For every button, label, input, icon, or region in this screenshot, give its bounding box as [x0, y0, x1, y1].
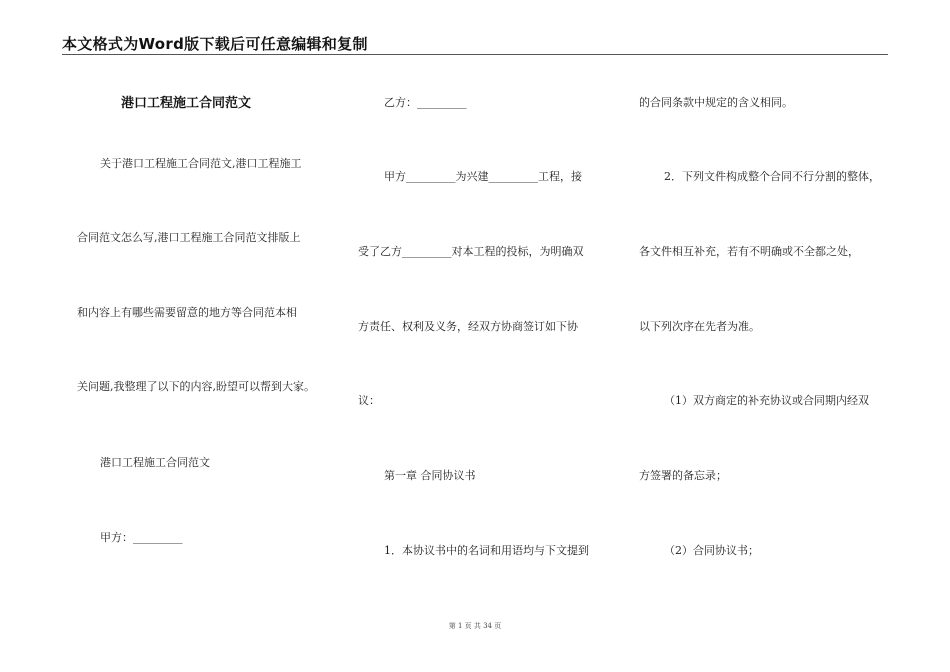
list-item: （1）双方商定的补充协议或合同期内经双	[664, 394, 869, 407]
paragraph-line: 方责任、权利及义务，经双方协商签订如下协	[358, 320, 578, 333]
paragraph-line: 关于港口工程施工合同范文,港口工程施工	[100, 157, 302, 170]
paragraph-line: 2．下列文件构成整个合同不行分割的整体，	[664, 170, 880, 183]
paragraph-line: 合同范文怎么写,港口工程施工合同范文排版上	[77, 231, 301, 244]
paragraph-line: 的合同条款中规定的含义相同。	[639, 96, 793, 109]
header-title: 本文格式为Word版下载后可任意编辑和复制	[62, 35, 368, 53]
paragraph-line: 各文件相互补充，若有不明确或不全都之处，	[639, 245, 859, 258]
paragraph-line: 受了乙方_________对本工程的投标，为明确双	[358, 245, 584, 258]
paragraph-line: 甲方_________为兴建_________工程，接	[384, 170, 582, 183]
header-divider	[62, 54, 888, 55]
paragraph-line: 和内容上有哪些需要留意的地方等合同范本相	[77, 306, 297, 319]
chapter-heading: 第一章 合同协议书	[384, 469, 476, 482]
list-item: （2）合同协议书；	[664, 544, 759, 557]
party-b-line: 乙方：_________	[384, 96, 467, 109]
page-number: 第 1 页 共 34 页	[448, 622, 502, 630]
paragraph-line: 1．本协议书中的名词和用语均与下文提到	[384, 544, 589, 557]
paragraph-line: 关问题,我整理了以下的内容,盼望可以帮到大家。	[77, 380, 315, 393]
subtitle-line: 港口工程施工合同范文	[100, 456, 210, 469]
party-a-line: 甲方：_________	[100, 531, 183, 544]
document-title: 港口工程施工合同范文	[121, 96, 252, 111]
paragraph-line: 议：	[358, 394, 380, 407]
paragraph-line: 方签署的备忘录；	[639, 469, 727, 482]
paragraph-line: 以下列次序在先者为准。	[639, 320, 760, 333]
